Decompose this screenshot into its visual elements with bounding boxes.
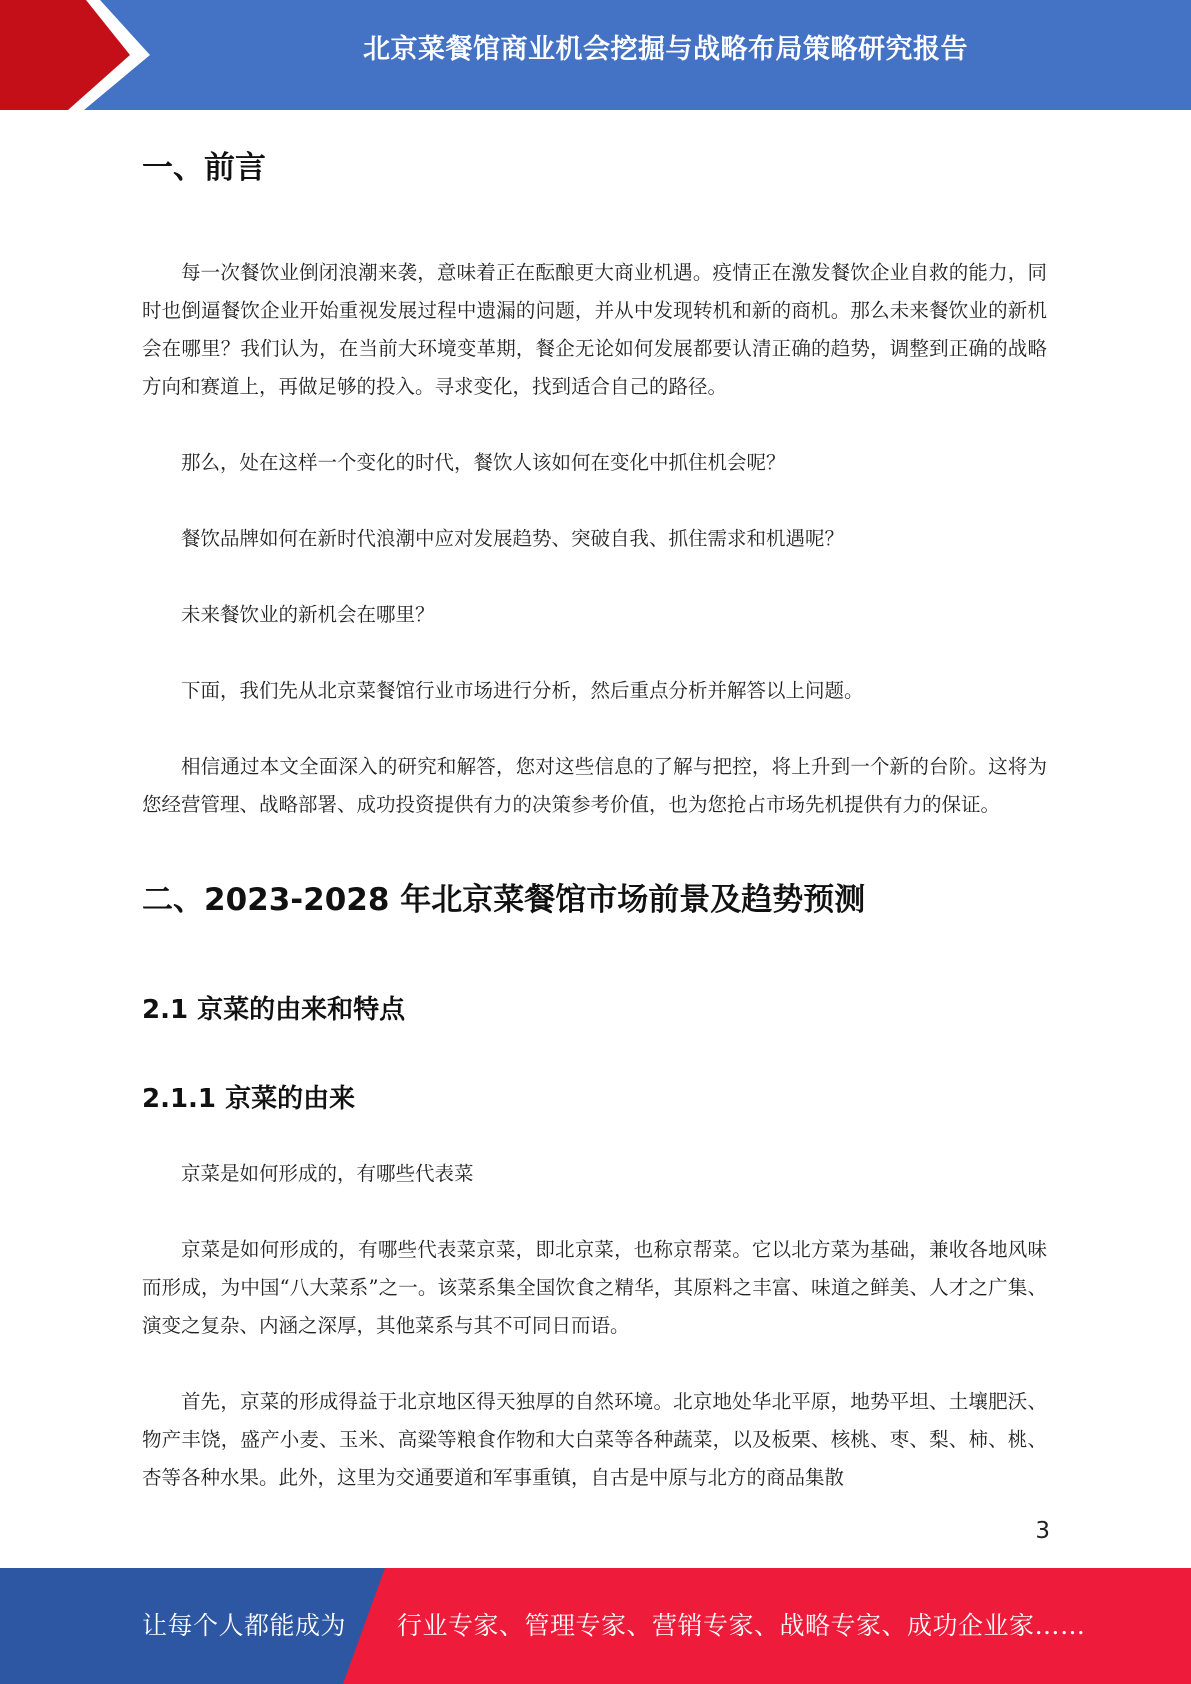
paragraph: 餐饮品牌如何在新时代浪潮中应对发展趋势、突破自我、抓住需求和机遇呢？ xyxy=(181,527,845,550)
paragraph: 相信通过本文全面深入的研究和解答，您对这些信息的了解与把控，将上升到一个新的台阶。这将为您经营管理、战略部署、成功投资提供有力的决策参考价值，也为您抢占市场先机提供有力的保证。 xyxy=(142,755,1047,816)
subsection-heading-2-1: 2.1 京菜的由来和特点 xyxy=(142,995,406,1025)
paragraph: 首先，京菜的形成得益于北京地区得天独厚的自然环境。北京地处华北平原，地势平坦、土壤肥沃、物产丰饶，盛产小麦、玉米、高粱等粮食作物和大白菜等各种蔬菜，以及板栗、核桃、枣、梨、柿、桃、杏等各种水果。此外，这里为交通要道和军事重镇，自古是中原与北方的商品集散 xyxy=(142,1390,1047,1489)
footer-slogan-left: 让每个人都能成为 xyxy=(142,1611,347,1640)
section-heading-market: 二、2023-2028 年北京菜餐馆市场前景及趋势预测 xyxy=(142,882,866,918)
page-number: 3 xyxy=(1035,1518,1050,1544)
header-red-arrow xyxy=(0,0,140,110)
paragraph: 京菜是如何形成的，有哪些代表菜 xyxy=(181,1162,474,1185)
paragraph: 那么，处在这样一个变化的时代，餐饮人该如何在变化中抓住机会呢？ xyxy=(181,451,786,474)
paragraph: 京菜是如何形成的，有哪些代表菜京菜，即北京菜，也称京帮菜。它以北方菜为基础，兼收各地风味而形成，为中国“八大菜系”之一。该菜系集全国饮食之精华，其原料之丰富、味道之鲜美、人才之广集、演变之复杂、内涵之深厚，其他菜系与其不可同日而语。 xyxy=(142,1238,1047,1337)
paragraph: 下面，我们先从北京菜餐馆行业市场进行分析，然后重点分析并解答以上问题。 xyxy=(181,679,864,702)
section-heading-intro: 一、前言 xyxy=(142,150,266,186)
footer-slogan-right: 行业专家、管理专家、营销专家、战略专家、成功企业家…… xyxy=(397,1611,1086,1640)
subsection-heading-2-1-1: 2.1.1 京菜的由来 xyxy=(142,1084,356,1114)
document-body xyxy=(142,132,1047,1497)
report-title: 北京菜餐馆商业机会挖掘与战略布局策略研究报告 xyxy=(363,34,968,65)
footer-banner xyxy=(0,1568,1191,1684)
paragraph: 未来餐饮业的新机会在哪里？ xyxy=(181,603,435,626)
header-banner xyxy=(0,0,1191,110)
paragraph: 每一次餐饮业倒闭浪潮来袭，意味着正在酝酿更大商业机遇。疫情正在激发餐饮企业自救的能力，同时也倒逼餐饮企业开始重视发展过程中遗漏的问题，并从中发现转机和新的商机。那么未来餐饮业的新机会在哪里？我们认为，在当前大环境变革期，餐企无论如何发展都要认清正确的趋势，调整到正确的战略方向和赛道上，再做足够的投入。寻求变化，找到适合自己的路径。 xyxy=(142,261,1047,398)
